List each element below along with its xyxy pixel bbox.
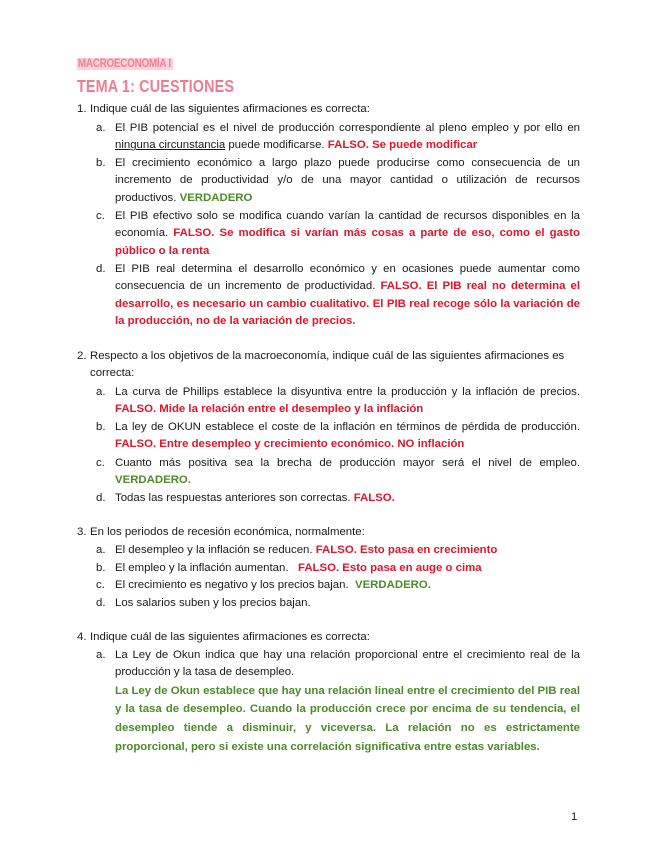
- option-text: La curva de Phillips establece la disyuntiva entre la producción y la inflación de precios.: [115, 386, 580, 398]
- option-letter: b.: [96, 157, 106, 169]
- question-3-option-c: [96, 577, 580, 594]
- answer-true: VERDADERO.: [115, 474, 191, 487]
- page-title: TEMA 1: CUESTIONES: [77, 76, 235, 96]
- question-text: En los periodos de recesión económica, normalmente:: [90, 526, 365, 538]
- question-1-option-a: [96, 120, 580, 155]
- option-text: Todas las respuestas anteriores son correctas.: [115, 492, 354, 504]
- option-letter: d.: [96, 492, 106, 504]
- question-number: 2.: [77, 350, 87, 362]
- answer-false: FALSO. Mide la relación entre el desempleo y la inflación: [115, 403, 424, 416]
- answer-false: FALSO. Se modifica si varían más cosas a parte de eso, como el gasto público o la renta: [115, 227, 580, 257]
- question-1-option-b: [96, 155, 580, 207]
- option-letter: c.: [96, 210, 105, 222]
- answer-true: VERDADERO.: [354, 579, 431, 591]
- answer-false: FALSO. Esto pasa en auge o cima: [298, 562, 482, 574]
- subject-heading: MACROECONOMÍA I: [77, 58, 173, 70]
- question-number: 3.: [77, 526, 87, 538]
- question-2: [77, 348, 580, 383]
- option-text: El desempleo y la inflación se reducen.: [115, 544, 316, 556]
- question-2-option-a: [96, 384, 580, 419]
- option-text: El PIB efectivo solo se modifica cuando varían la cantidad de recursos disponibles en la economía.: [115, 210, 580, 240]
- option-letter: a.: [96, 649, 106, 661]
- question-text: Respecto a los objetivos de la macroeconomía, indique cuál de las siguientes afirmaciones es correcta:: [90, 350, 565, 380]
- option-letter: b.: [96, 562, 106, 574]
- option-letter: a.: [96, 544, 106, 556]
- page-number: 1: [571, 811, 578, 823]
- question-1-option-c: [96, 208, 580, 260]
- option-text: El crecimiento económico a largo plazo puede producirse como consecuencia de un incremento de productividad y/o de una mayor cantidad o utilización de recursos productivos.: [115, 157, 580, 204]
- question-number: 1.: [77, 103, 87, 115]
- answer-false: FALSO.: [353, 492, 395, 504]
- option-text: El crecimiento es negativo y los precios bajan.: [115, 579, 355, 591]
- question-2-option-b: [96, 419, 580, 454]
- question-number: 4.: [77, 631, 87, 643]
- question-text: Indique cuál de las siguientes afirmaciones es correcta:: [90, 103, 370, 115]
- question-1-option-d: [96, 261, 580, 331]
- option-letter: b.: [96, 421, 106, 433]
- option-text: La ley de OKUN establece el coste de la inflación en términos de pérdida de producción.: [115, 421, 580, 433]
- question-3-option-b: [96, 560, 580, 577]
- option-text: El PIB potencial es el nivel de producción correspondiente al pleno empleo y por ello en: [115, 122, 580, 134]
- answer-false: FALSO. Se puede modificar: [327, 139, 478, 152]
- underlined-text: ninguna circunstancia: [115, 139, 226, 152]
- question-2-option-d: [96, 490, 580, 507]
- answer-explanation: La Ley de Okun establece que hay una relación lineal entre el crecimiento del PIB real y la tasa de desempleo. Cuando la producción crece por encima de su tendencia, el desempleo tiende a disminuir, y viceversa. La relación no es estrictamente proporcional, pero si existe una correlación significativa entre estas variables.: [115, 684, 580, 753]
- answer-false: FALSO. Entre desempleo y crecimiento económico. NO inflación: [115, 438, 465, 451]
- question-3: [77, 524, 580, 541]
- answer-false: FALSO. Esto pasa en crecimiento: [315, 544, 498, 556]
- option-letter: c.: [96, 579, 105, 591]
- option-letter: a.: [96, 386, 106, 398]
- question-4: [77, 629, 580, 646]
- option-text: La Ley de Okun indica que hay una relación proporcional entre el crecimiento real de la producción y la tasa de desempleo.: [115, 649, 580, 679]
- option-letter: d.: [96, 597, 106, 609]
- option-text-cont: puede modificarse.: [225, 139, 328, 152]
- answer-false: FALSO. El PIB real no determina el desarrollo, es necesario un cambio cualitativo. El PIB real recoge sólo la variación de la producción, no de la variación de precios.: [115, 280, 581, 328]
- question-4-option-a: [96, 647, 580, 756]
- option-letter: a.: [96, 122, 106, 134]
- question-text: Indique cuál de las siguientes afirmaciones es correcta:: [90, 631, 370, 643]
- option-text: Los salarios suben y los precios bajan.: [115, 597, 311, 609]
- option-letter: d.: [96, 263, 106, 275]
- question-1: [77, 101, 580, 118]
- option-text: Cuanto más positiva sea la brecha de producción mayor será el nivel de empleo.: [115, 457, 580, 469]
- option-text: El empleo y la inflación aumentan.: [115, 562, 298, 574]
- option-letter: c.: [96, 457, 105, 469]
- question-3-option-d: [96, 595, 580, 612]
- option-text: El PIB real determina el desarrollo económico y en ocasiones puede aumentar como consecuencia de un incremento de productividad.: [115, 263, 580, 293]
- answer-true: VERDADERO: [179, 191, 253, 204]
- question-3-option-a: [96, 542, 580, 559]
- question-2-option-c: [96, 455, 580, 490]
